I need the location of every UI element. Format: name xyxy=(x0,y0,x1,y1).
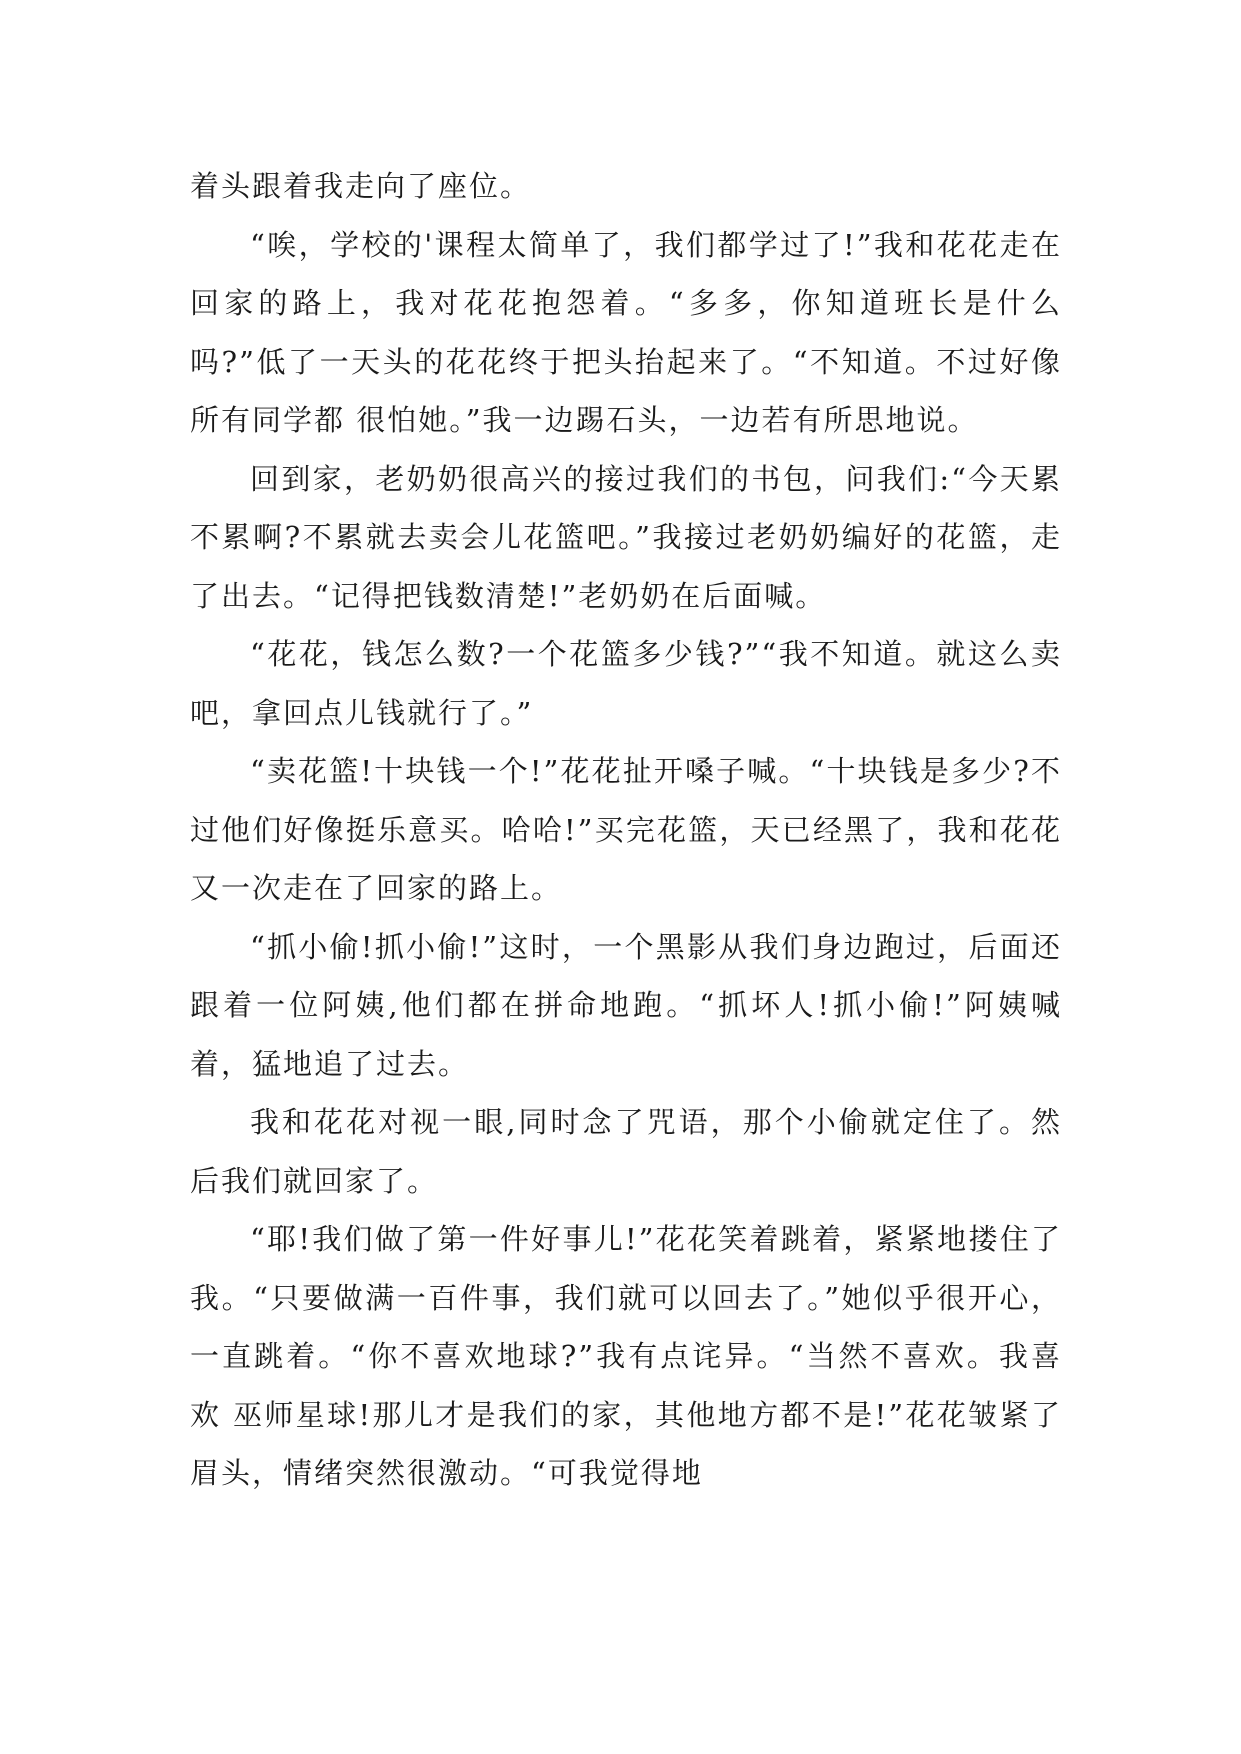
paragraph-7: 我和花花对视一眼,同时念了咒语，那个小偷就定住了。然后我们就回家了。 xyxy=(190,1105,1062,1198)
paragraph-8: “耶!我们做了第一件好事儿!”花花笑着跳着，紧紧地搂住了我。“只要做满一百件事，我们就可以回去了。”她似乎很开心，一直跳着。“你不喜欢地球?”我有点诧异。“当然不喜欢。我喜欢 巫师星球!那儿才是我们的家，其他地方都不是!”花花皱紧了眉头，情绪突然很激动。“可我觉得地 xyxy=(190,1222,1062,1490)
paragraph-4: “花花，钱怎么数?一个花篮多少钱?”“我不知道。就这么卖吧，拿回点儿钱就行了。” xyxy=(190,637,1062,730)
paragraph-2: “唉，学校的'课程太简单了，我们都学过了!”我和花花走在回家的路上，我对花花抱怨着。“多多，你知道班长是什么吗?”低了一天头的花花终于把头抬起来了。“不知道。不过好像所有同学都 很怕她。”我一边踢石头，一边若有所思地说。 xyxy=(190,227,1062,437)
document-page xyxy=(190,157,1062,1503)
paragraph-6: “抓小偷!抓小偷!”这时，一个黑影从我们身边跑过，后面还跟着一位阿姨,他们都在拼命地跑。“抓坏人!抓小偷!”阿姨喊着，猛地追了过去。 xyxy=(190,929,1062,1081)
paragraph-5: “卖花篮!十块钱一个!”花花扯开嗓子喊。“十块钱是多少?不过他们好像挺乐意买。哈哈!”买完花篮，天已经黑了，我和花花又一次走在了回家的路上。 xyxy=(190,754,1062,905)
paragraph-1: 着头跟着我走向了座位。 xyxy=(190,169,532,203)
paragraph-3: 回到家，老奶奶很高兴的接过我们的书包，问我们:“今天累不累啊?不累就去卖会儿花篮吧。”我接过老奶奶编好的花篮，走了出去。“记得把钱数清楚!”老奶奶在后面喊。 xyxy=(190,461,1062,613)
